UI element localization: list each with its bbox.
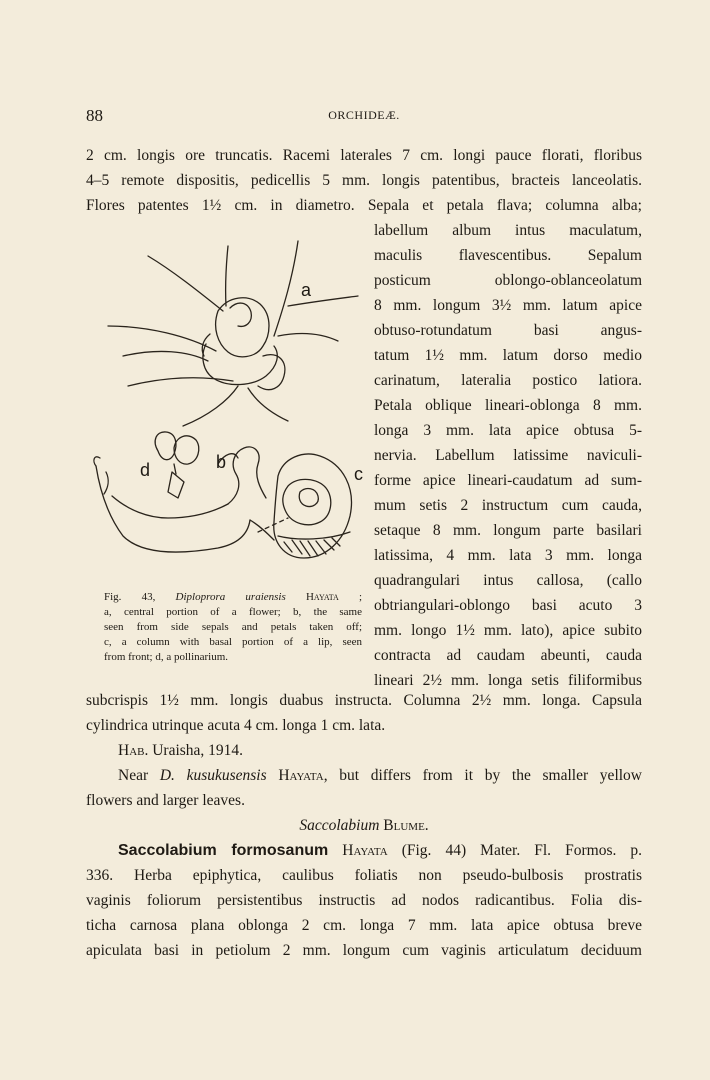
text-line: vaginis foliorum persistentibus instructis ad nodos radicantibus. Folia dis-: [86, 892, 642, 909]
text-line: apiculata basi in petiolum 2 mm. longum cum vaginis articulatum deciduum: [86, 942, 642, 959]
text-line: ticha carnosa plana oblonga 2 cm. longa 7 mm. lata apice obtusa breve: [86, 917, 642, 934]
text-line: contracta ad caudam abeunti, cauda: [374, 647, 642, 664]
text-line: posticum oblongo-oblanceolatum: [374, 272, 642, 289]
text-line: nervia. Labellum latissime naviculi-: [374, 447, 642, 464]
text-line: 2 cm. longis ore truncatis. Racemi laterales 7 cm. longi pauce florati, floribus: [86, 147, 642, 164]
text-line: flowers and larger leaves.: [86, 792, 245, 809]
habitat-line: Hab. Uraisha, 1914.: [118, 742, 244, 759]
species-heading-line: Saccolabium formosanum Hayata (Fig. 44) Mater. Fl. Formos. p.: [118, 842, 643, 859]
text-line: cylindrica utrinque acuta 4 cm. longa 1 cm. lata.: [86, 717, 386, 734]
text-line: quadrangulari intus callosa, (callo: [374, 572, 642, 589]
figure-caption-line: a, central portion of a flower; b, the same: [104, 606, 362, 618]
flower-side-view-drawing: [94, 432, 288, 552]
flower-central-portion-drawing: [108, 241, 358, 426]
text-line: mum setis 2 instructum cum cauda,: [374, 497, 642, 514]
figure-43-illustration: [88, 236, 368, 586]
text-line: 4–5 remote dispositis, pedicellis 5 mm. longis patentibus, bracteis lanceolatis.: [86, 172, 642, 189]
figure-caption-line: c, a column with basal portion of a lip, seen: [104, 636, 362, 648]
text-line: obtuso-rotundatum basi angus-: [374, 322, 642, 339]
page-header: [86, 106, 642, 126]
figure-label-b: b: [216, 452, 227, 472]
text-line: Flores patentes 1½ cm. in diametro. Sepala et petala flava; columna alba;: [86, 197, 642, 214]
text-line: latissima, 4 mm. lata 3 mm. longa: [374, 547, 642, 564]
text-line: obtriangulari-oblongo basi acuto 3: [374, 597, 642, 614]
running-head: ORCHIDEÆ.: [328, 108, 400, 122]
text-line: mm. longo 1½ mm. lato), apice subito: [374, 622, 642, 639]
text-line: 8 mm. longum 3½ mm. latum apice: [374, 297, 642, 314]
text-line: subcrispis 1½ mm. longis duabus instructa. Columna 2½ mm. longa. Capsula: [86, 692, 642, 709]
species-name: Saccolabium formosanum: [118, 842, 329, 859]
text-line: setaque 8 mm. longum parte basilari: [374, 522, 642, 539]
text-line: maculis flavescentibus. Sepalum: [374, 247, 642, 264]
text-line: tatum 1½ mm. latum dorso medio: [374, 347, 642, 364]
text-line: labellum album intus maculatum,: [374, 222, 642, 239]
text-line: carinatum, lateralia postico latiora.: [374, 372, 642, 389]
figure-caption-line: from front; d, a pollinarium.: [104, 651, 229, 663]
figure-caption-line: Fig. 43, Diploprora uraiensis Hayata ;: [104, 591, 363, 603]
figure-caption-line: seen from side sepals and petals taken off;: [104, 621, 362, 633]
figure-label-c: c: [354, 464, 363, 484]
text-line: longa 3 mm. lata apice obtusa 5-: [374, 422, 642, 439]
genus-heading: Saccolabium Blume.: [299, 817, 429, 834]
page-number: 88: [86, 106, 103, 125]
figure-label-d: d: [140, 460, 151, 480]
text-line: 336. Herba epiphytica, caulibus foliatis non pseudo-bulbosis prostratis: [86, 867, 642, 884]
figure-label-a: a: [301, 280, 312, 300]
text-line: lineari 2½ mm. longa setis filiformibus: [374, 672, 642, 689]
column-front-view-drawing: [274, 454, 352, 558]
text-line: forme apice lineari-caudatum ad sum-: [374, 472, 642, 489]
text-line: Near D. kusukusensis Hayata, but differs from it by the smaller yellow: [118, 767, 642, 784]
text-line: Petala oblique lineari-oblonga 8 mm.: [374, 397, 642, 414]
